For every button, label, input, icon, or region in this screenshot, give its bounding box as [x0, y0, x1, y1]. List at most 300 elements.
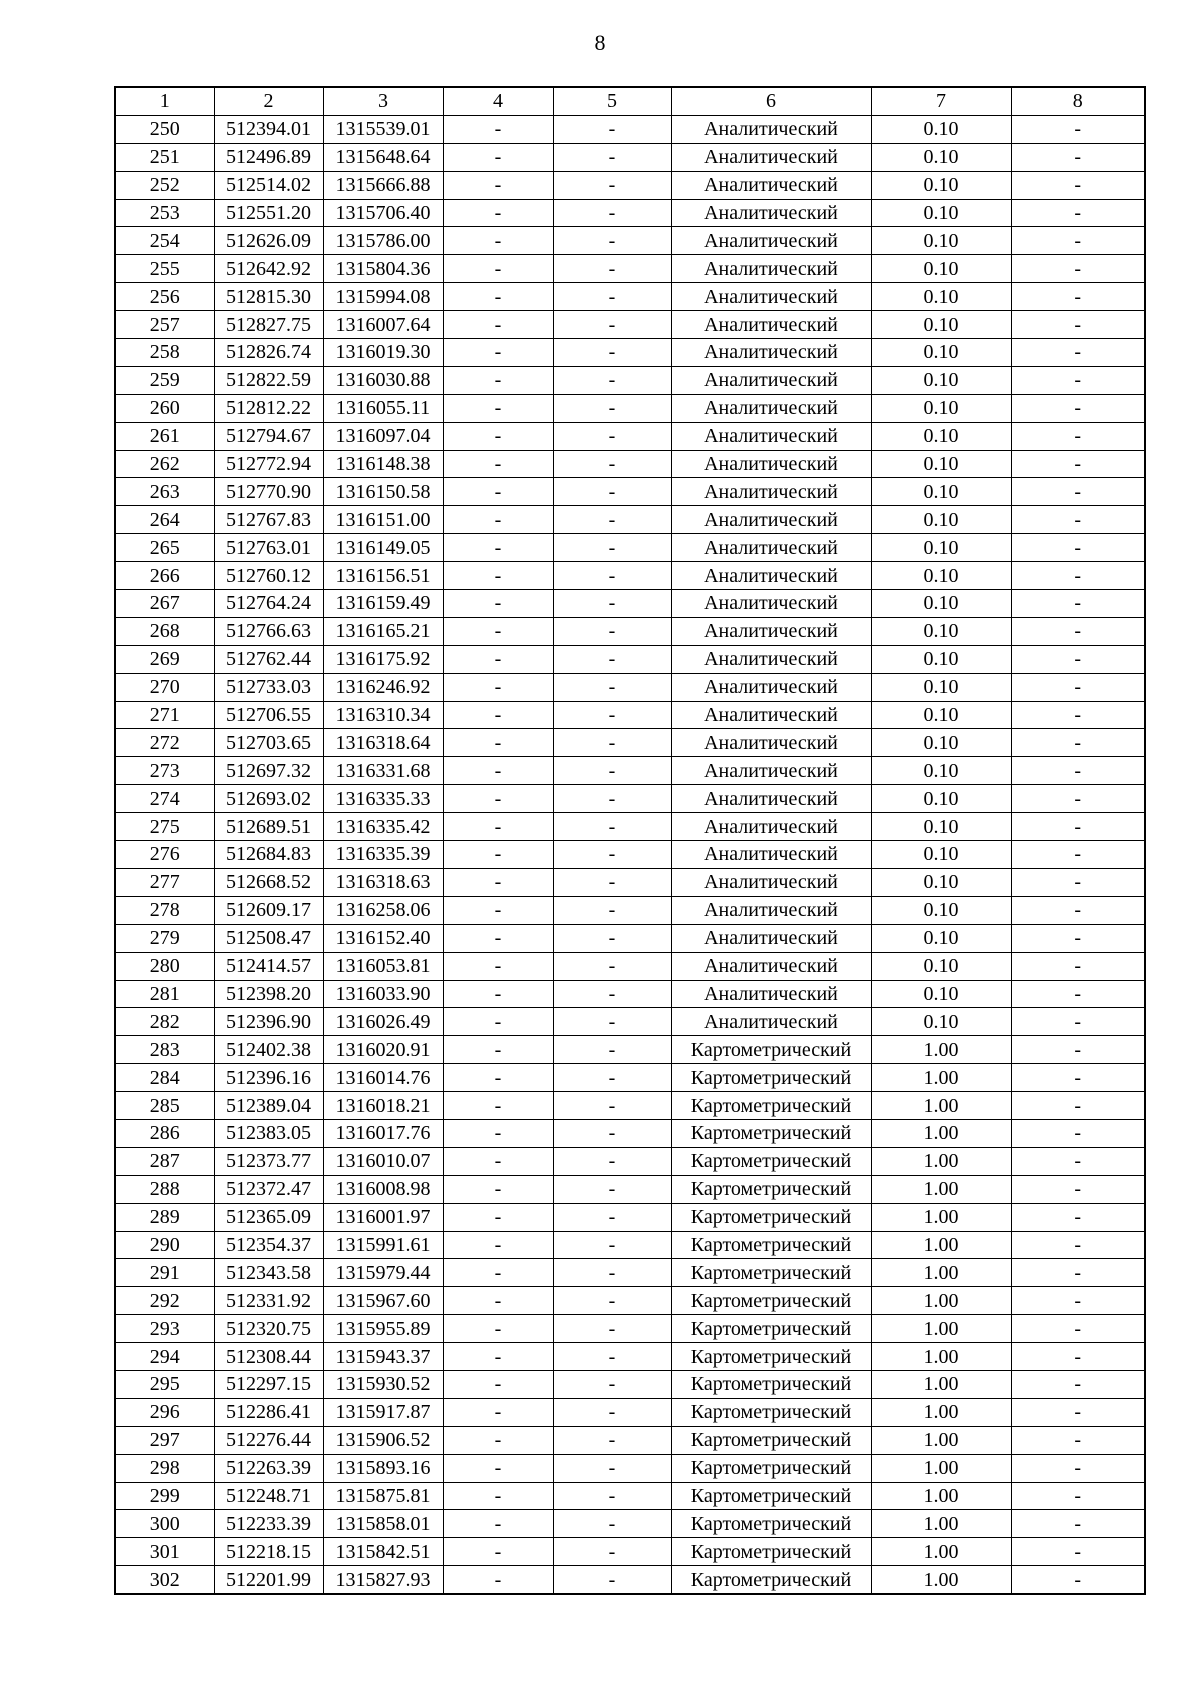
table-cell-col-3: 1316014.76	[323, 1064, 443, 1092]
table-cell-col-5: -	[553, 673, 671, 701]
table-cell-col-4: -	[443, 952, 553, 980]
table-cell-col-8: -	[1011, 450, 1145, 478]
table-cell-col-7: 0.10	[871, 311, 1011, 339]
table-cell-col-6: Аналитический	[671, 227, 871, 255]
table-cell-col-4: -	[443, 506, 553, 534]
table-cell-col-8: -	[1011, 924, 1145, 952]
table-cell-col-5: -	[553, 283, 671, 311]
table-cell-col-1: 273	[115, 757, 214, 785]
table-cell-col-7: 0.10	[871, 1008, 1011, 1036]
table-cell-col-4: -	[443, 311, 553, 339]
table-cell-col-6: Картометрический	[671, 1426, 871, 1454]
table-cell-col-3: 1316018.21	[323, 1092, 443, 1120]
table-cell-col-4: -	[443, 1119, 553, 1147]
table-cell-col-4: -	[443, 813, 553, 841]
table-cell-col-2: 512815.30	[214, 283, 323, 311]
table-body	[115, 115, 1145, 1594]
table-cell-col-3: 1315906.52	[323, 1426, 443, 1454]
table-row	[115, 283, 1145, 311]
table-cell-col-6: Картометрический	[671, 1119, 871, 1147]
table-cell-col-5: -	[553, 1064, 671, 1092]
table-cell-col-4: -	[443, 1064, 553, 1092]
table-cell-col-8: -	[1011, 115, 1145, 143]
table-row	[115, 227, 1145, 255]
table-cell-col-2: 512373.77	[214, 1147, 323, 1175]
table-cell-col-6: Картометрический	[671, 1231, 871, 1259]
table-cell-col-4: -	[443, 1287, 553, 1315]
table-cell-col-8: -	[1011, 1119, 1145, 1147]
table-cell-col-3: 1315994.08	[323, 283, 443, 311]
table-row	[115, 1259, 1145, 1287]
table-cell-col-7: 0.10	[871, 143, 1011, 171]
table-cell-col-1: 276	[115, 841, 214, 869]
table-row	[115, 311, 1145, 339]
table-cell-col-2: 512233.39	[214, 1510, 323, 1538]
table-cell-col-8: -	[1011, 1064, 1145, 1092]
table-cell-col-7: 1.00	[871, 1538, 1011, 1566]
table-cell-col-8: -	[1011, 171, 1145, 199]
table-cell-col-8: -	[1011, 1036, 1145, 1064]
table-cell-col-2: 512766.63	[214, 617, 323, 645]
table-cell-col-2: 512343.58	[214, 1259, 323, 1287]
table-cell-col-3: 1316026.49	[323, 1008, 443, 1036]
table-cell-col-6: Аналитический	[671, 1008, 871, 1036]
table-cell-col-1: 279	[115, 924, 214, 952]
table-row	[115, 1175, 1145, 1203]
table-cell-col-2: 512394.01	[214, 115, 323, 143]
table-cell-col-8: -	[1011, 1566, 1145, 1594]
table-cell-col-4: -	[443, 1259, 553, 1287]
table-cell-col-8: -	[1011, 617, 1145, 645]
table-cell-col-1: 266	[115, 562, 214, 590]
table-cell-col-1: 299	[115, 1482, 214, 1510]
table-cell-col-5: -	[553, 450, 671, 478]
table-cell-col-8: -	[1011, 1259, 1145, 1287]
table-cell-col-7: 1.00	[871, 1510, 1011, 1538]
table-cell-col-3: 1315706.40	[323, 199, 443, 227]
table-cell-col-6: Аналитический	[671, 311, 871, 339]
table-cell-col-8: -	[1011, 1315, 1145, 1343]
table-cell-col-4: -	[443, 757, 553, 785]
table-cell-col-3: 1316150.58	[323, 478, 443, 506]
table-cell-col-1: 294	[115, 1343, 214, 1371]
table-cell-col-3: 1316001.97	[323, 1203, 443, 1231]
table-cell-col-4: -	[443, 534, 553, 562]
table-cell-col-4: -	[443, 590, 553, 618]
table-cell-col-5: -	[553, 924, 671, 952]
table-cell-col-4: -	[443, 1482, 553, 1510]
table-row	[115, 1566, 1145, 1594]
table-cell-col-7: 0.10	[871, 450, 1011, 478]
table-cell-col-2: 512496.89	[214, 143, 323, 171]
table-cell-col-3: 1315827.93	[323, 1566, 443, 1594]
table-row	[115, 1370, 1145, 1398]
table-cell-col-1: 300	[115, 1510, 214, 1538]
table-cell-col-8: -	[1011, 980, 1145, 1008]
table-cell-col-6: Картометрический	[671, 1315, 871, 1343]
table-cell-col-4: -	[443, 1008, 553, 1036]
table-cell-col-7: 0.10	[871, 255, 1011, 283]
table-cell-col-6: Аналитический	[671, 617, 871, 645]
table-cell-col-5: -	[553, 311, 671, 339]
table-cell-col-4: -	[443, 617, 553, 645]
table-cell-col-3: 1316010.07	[323, 1147, 443, 1175]
table-cell-col-7: 0.10	[871, 980, 1011, 1008]
table-row	[115, 617, 1145, 645]
table-cell-col-6: Картометрический	[671, 1454, 871, 1482]
table-cell-col-7: 0.10	[871, 227, 1011, 255]
table-cell-col-7: 1.00	[871, 1482, 1011, 1510]
table-cell-col-2: 512822.59	[214, 366, 323, 394]
table-cell-col-3: 1316331.68	[323, 757, 443, 785]
table-cell-col-4: -	[443, 115, 553, 143]
table-cell-col-2: 512248.71	[214, 1482, 323, 1510]
table-row	[115, 534, 1145, 562]
table-cell-col-5: -	[553, 534, 671, 562]
column-header-7: 7	[871, 87, 1011, 115]
table-cell-col-4: -	[443, 478, 553, 506]
table-cell-col-3: 1315991.61	[323, 1231, 443, 1259]
table-cell-col-7: 0.10	[871, 952, 1011, 980]
table-cell-col-6: Аналитический	[671, 645, 871, 673]
table-cell-col-5: -	[553, 478, 671, 506]
table-cell-col-8: -	[1011, 1175, 1145, 1203]
table-row	[115, 1008, 1145, 1036]
table-cell-col-1: 280	[115, 952, 214, 980]
table-cell-col-7: 0.10	[871, 617, 1011, 645]
table-row	[115, 701, 1145, 729]
table-cell-col-3: 1316019.30	[323, 339, 443, 367]
table-cell-col-8: -	[1011, 785, 1145, 813]
table-cell-col-7: 0.10	[871, 394, 1011, 422]
table-cell-col-3: 1316017.76	[323, 1119, 443, 1147]
table-cell-col-8: -	[1011, 366, 1145, 394]
table-cell-col-5: -	[553, 1315, 671, 1343]
table-cell-col-1: 269	[115, 645, 214, 673]
table-cell-col-2: 512508.47	[214, 924, 323, 952]
table-cell-col-5: -	[553, 171, 671, 199]
table-cell-col-2: 512689.51	[214, 813, 323, 841]
table-row	[115, 171, 1145, 199]
table-row	[115, 255, 1145, 283]
table-cell-col-1: 287	[115, 1147, 214, 1175]
table-cell-col-5: -	[553, 1538, 671, 1566]
table-row	[115, 645, 1145, 673]
table-cell-col-2: 512772.94	[214, 450, 323, 478]
table-cell-col-2: 512733.03	[214, 673, 323, 701]
table-cell-col-2: 512297.15	[214, 1370, 323, 1398]
table-cell-col-3: 1315786.00	[323, 227, 443, 255]
table-cell-col-4: -	[443, 1426, 553, 1454]
table-cell-col-7: 1.00	[871, 1147, 1011, 1175]
table-cell-col-3: 1316335.33	[323, 785, 443, 813]
table-cell-col-1: 260	[115, 394, 214, 422]
table-cell-col-8: -	[1011, 757, 1145, 785]
table-cell-col-4: -	[443, 673, 553, 701]
table-row	[115, 1343, 1145, 1371]
table-cell-col-7: 1.00	[871, 1398, 1011, 1426]
table-cell-col-5: -	[553, 757, 671, 785]
table-header-row	[115, 87, 1145, 115]
table-row	[115, 1426, 1145, 1454]
table-cell-col-3: 1315875.81	[323, 1482, 443, 1510]
table-cell-col-6: Аналитический	[671, 506, 871, 534]
table-cell-col-1: 275	[115, 813, 214, 841]
table-cell-col-1: 285	[115, 1092, 214, 1120]
table-cell-col-5: -	[553, 1119, 671, 1147]
table-cell-col-1: 274	[115, 785, 214, 813]
table-cell-col-1: 298	[115, 1454, 214, 1482]
table-cell-col-5: -	[553, 394, 671, 422]
table-cell-col-2: 512703.65	[214, 729, 323, 757]
table-cell-col-7: 0.10	[871, 757, 1011, 785]
table-cell-col-1: 281	[115, 980, 214, 1008]
table-cell-col-8: -	[1011, 1538, 1145, 1566]
table-cell-col-2: 512331.92	[214, 1287, 323, 1315]
table-cell-col-1: 256	[115, 283, 214, 311]
table-cell-col-2: 512320.75	[214, 1315, 323, 1343]
table-cell-col-4: -	[443, 1454, 553, 1482]
table-cell-col-6: Картометрический	[671, 1064, 871, 1092]
table-cell-col-3: 1315967.60	[323, 1287, 443, 1315]
table-cell-col-5: -	[553, 115, 671, 143]
table-cell-col-3: 1315955.89	[323, 1315, 443, 1343]
table-cell-col-5: -	[553, 562, 671, 590]
table-cell-col-2: 512668.52	[214, 868, 323, 896]
table-cell-col-8: -	[1011, 590, 1145, 618]
table-cell-col-8: -	[1011, 227, 1145, 255]
table-cell-col-7: 1.00	[871, 1203, 1011, 1231]
table-cell-col-5: -	[553, 868, 671, 896]
table-cell-col-5: -	[553, 617, 671, 645]
table-cell-col-3: 1316055.11	[323, 394, 443, 422]
table-cell-col-6: Картометрический	[671, 1175, 871, 1203]
table-row	[115, 562, 1145, 590]
column-header-8: 8	[1011, 87, 1145, 115]
table-cell-col-1: 293	[115, 1315, 214, 1343]
table-cell-col-1: 278	[115, 896, 214, 924]
table-cell-col-8: -	[1011, 422, 1145, 450]
table-cell-col-5: -	[553, 813, 671, 841]
table-cell-col-7: 1.00	[871, 1119, 1011, 1147]
table-cell-col-8: -	[1011, 199, 1145, 227]
table-cell-col-1: 283	[115, 1036, 214, 1064]
table-cell-col-6: Картометрический	[671, 1398, 871, 1426]
table-cell-col-8: -	[1011, 1510, 1145, 1538]
table-cell-col-5: -	[553, 1343, 671, 1371]
table-cell-col-6: Аналитический	[671, 366, 871, 394]
table-cell-col-8: -	[1011, 562, 1145, 590]
table-cell-col-4: -	[443, 1147, 553, 1175]
table-cell-col-3: 1315804.36	[323, 255, 443, 283]
table-cell-col-2: 512794.67	[214, 422, 323, 450]
table-cell-col-3: 1316020.91	[323, 1036, 443, 1064]
table-cell-col-7: 0.10	[871, 645, 1011, 673]
table-cell-col-8: -	[1011, 339, 1145, 367]
table-cell-col-5: -	[553, 1398, 671, 1426]
table-cell-col-5: -	[553, 1036, 671, 1064]
table-cell-col-2: 512767.83	[214, 506, 323, 534]
table-cell-col-8: -	[1011, 1343, 1145, 1371]
table-cell-col-5: -	[553, 701, 671, 729]
table-cell-col-7: 0.10	[871, 896, 1011, 924]
table-cell-col-2: 512402.38	[214, 1036, 323, 1064]
table-cell-col-7: 1.00	[871, 1315, 1011, 1343]
table-cell-col-8: -	[1011, 896, 1145, 924]
table-cell-col-5: -	[553, 143, 671, 171]
table-cell-col-7: 0.10	[871, 422, 1011, 450]
table-cell-col-1: 254	[115, 227, 214, 255]
table-row	[115, 1538, 1145, 1566]
table-row	[115, 1036, 1145, 1064]
table-cell-col-3: 1315917.87	[323, 1398, 443, 1426]
table-cell-col-7: 0.10	[871, 115, 1011, 143]
table-cell-col-7: 0.10	[871, 339, 1011, 367]
table-cell-col-6: Картометрический	[671, 1482, 871, 1510]
column-header-6: 6	[671, 87, 871, 115]
table-cell-col-1: 290	[115, 1231, 214, 1259]
table-cell-col-3: 1316148.38	[323, 450, 443, 478]
table-cell-col-1: 301	[115, 1538, 214, 1566]
table-cell-col-3: 1315893.16	[323, 1454, 443, 1482]
table-cell-col-5: -	[553, 785, 671, 813]
table-cell-col-6: Аналитический	[671, 562, 871, 590]
table-cell-col-2: 512706.55	[214, 701, 323, 729]
table-cell-col-8: -	[1011, 1454, 1145, 1482]
table-cell-col-1: 286	[115, 1119, 214, 1147]
table-cell-col-6: Аналитический	[671, 450, 871, 478]
table-cell-col-4: -	[443, 227, 553, 255]
table-cell-col-8: -	[1011, 506, 1145, 534]
table-cell-col-2: 512354.37	[214, 1231, 323, 1259]
table-cell-col-7: 1.00	[871, 1175, 1011, 1203]
table-cell-col-5: -	[553, 1510, 671, 1538]
table-cell-col-6: Картометрический	[671, 1259, 871, 1287]
table-cell-col-5: -	[553, 1566, 671, 1594]
table-cell-col-2: 512286.41	[214, 1398, 323, 1426]
table-cell-col-4: -	[443, 1315, 553, 1343]
table-cell-col-3: 1315842.51	[323, 1538, 443, 1566]
table-cell-col-3: 1316335.39	[323, 841, 443, 869]
table-cell-col-8: -	[1011, 729, 1145, 757]
table-cell-col-3: 1316030.88	[323, 366, 443, 394]
table-cell-col-2: 512396.90	[214, 1008, 323, 1036]
table-cell-col-6: Аналитический	[671, 729, 871, 757]
table-cell-col-4: -	[443, 1538, 553, 1566]
table-cell-col-1: 255	[115, 255, 214, 283]
table-cell-col-7: 0.10	[871, 534, 1011, 562]
table-cell-col-3: 1315943.37	[323, 1343, 443, 1371]
table-cell-col-2: 512693.02	[214, 785, 323, 813]
table-cell-col-6: Аналитический	[671, 701, 871, 729]
table-row	[115, 952, 1145, 980]
table-cell-col-8: -	[1011, 841, 1145, 869]
column-header-1: 1	[115, 87, 214, 115]
table-row	[115, 422, 1145, 450]
table-cell-col-5: -	[553, 896, 671, 924]
table-cell-col-2: 512764.24	[214, 590, 323, 618]
table-cell-col-6: Аналитический	[671, 868, 871, 896]
table-cell-col-1: 291	[115, 1259, 214, 1287]
table-cell-col-3: 1315539.01	[323, 115, 443, 143]
table-cell-col-2: 512770.90	[214, 478, 323, 506]
table-row	[115, 813, 1145, 841]
table-cell-col-4: -	[443, 450, 553, 478]
table-cell-col-1: 295	[115, 1370, 214, 1398]
column-header-4: 4	[443, 87, 553, 115]
table-cell-col-2: 512383.05	[214, 1119, 323, 1147]
table-cell-col-4: -	[443, 143, 553, 171]
table-row	[115, 841, 1145, 869]
table-cell-col-1: 261	[115, 422, 214, 450]
table-cell-col-4: -	[443, 1175, 553, 1203]
table-cell-col-2: 512201.99	[214, 1566, 323, 1594]
table-cell-col-5: -	[553, 422, 671, 450]
table-cell-col-3: 1316053.81	[323, 952, 443, 980]
table-cell-col-8: -	[1011, 813, 1145, 841]
table-cell-col-5: -	[553, 1426, 671, 1454]
table-cell-col-1: 289	[115, 1203, 214, 1231]
table-cell-col-6: Картометрический	[671, 1203, 871, 1231]
table-cell-col-4: -	[443, 1231, 553, 1259]
table-cell-col-7: 0.10	[871, 924, 1011, 952]
table-cell-col-5: -	[553, 1008, 671, 1036]
table-cell-col-6: Аналитический	[671, 924, 871, 952]
table-cell-col-5: -	[553, 590, 671, 618]
table-cell-col-4: -	[443, 1036, 553, 1064]
table-cell-col-7: 0.10	[871, 283, 1011, 311]
table-cell-col-4: -	[443, 896, 553, 924]
table-cell-col-8: -	[1011, 1092, 1145, 1120]
table-row	[115, 143, 1145, 171]
table-cell-col-5: -	[553, 506, 671, 534]
table-cell-col-2: 512763.01	[214, 534, 323, 562]
table-cell-col-4: -	[443, 366, 553, 394]
table-cell-col-1: 277	[115, 868, 214, 896]
table-cell-col-7: 1.00	[871, 1287, 1011, 1315]
table-cell-col-8: -	[1011, 1147, 1145, 1175]
table-cell-col-8: -	[1011, 1231, 1145, 1259]
table-cell-col-2: 512826.74	[214, 339, 323, 367]
table-row	[115, 1064, 1145, 1092]
table-cell-col-6: Аналитический	[671, 757, 871, 785]
table-cell-col-2: 512762.44	[214, 645, 323, 673]
table-cell-col-7: 0.10	[871, 590, 1011, 618]
table-cell-col-5: -	[553, 366, 671, 394]
table-cell-col-4: -	[443, 729, 553, 757]
table-cell-col-1: 297	[115, 1426, 214, 1454]
table-cell-col-6: Аналитический	[671, 143, 871, 171]
table-cell-col-3: 1316159.49	[323, 590, 443, 618]
table-cell-col-4: -	[443, 1566, 553, 1594]
table-cell-col-6: Картометрический	[671, 1147, 871, 1175]
table-cell-col-4: -	[443, 422, 553, 450]
table-cell-col-2: 512263.39	[214, 1454, 323, 1482]
table-cell-col-3: 1316165.21	[323, 617, 443, 645]
table-row	[115, 1315, 1145, 1343]
table-cell-col-6: Аналитический	[671, 394, 871, 422]
table-cell-col-2: 512308.44	[214, 1343, 323, 1371]
table-row	[115, 1482, 1145, 1510]
table-row	[115, 868, 1145, 896]
column-header-3: 3	[323, 87, 443, 115]
table-cell-col-3: 1316097.04	[323, 422, 443, 450]
table-cell-col-6: Аналитический	[671, 980, 871, 1008]
table-cell-col-7: 1.00	[871, 1370, 1011, 1398]
table-cell-col-4: -	[443, 171, 553, 199]
table-cell-col-2: 512684.83	[214, 841, 323, 869]
table-cell-col-4: -	[443, 841, 553, 869]
